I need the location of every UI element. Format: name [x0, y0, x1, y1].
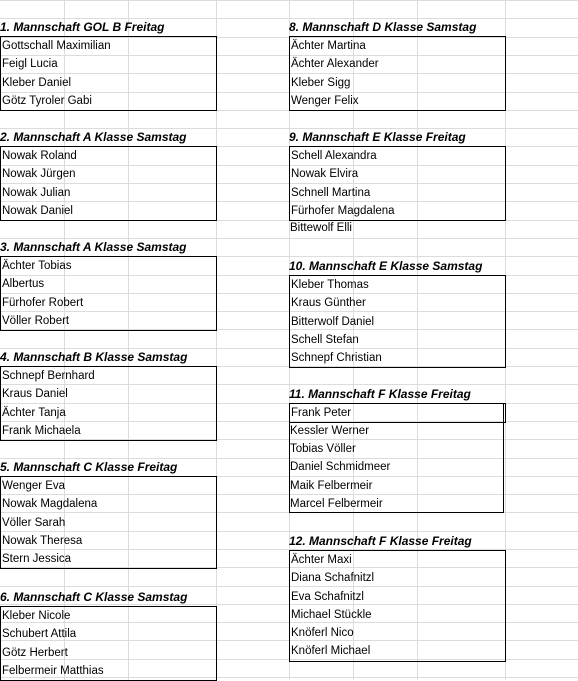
member-cell[interactable]: Gottschall Maximilian: [2, 40, 111, 52]
member-cell[interactable]: Tobias Völler: [290, 443, 356, 455]
member-cell[interactable]: Felbermeir Matthias: [2, 664, 104, 677]
member-list: [0, 256, 217, 331]
member-cell[interactable]: Schnepf Bernhard: [2, 370, 95, 382]
member-cell[interactable]: Knöferl Michael: [291, 645, 371, 658]
member-cell[interactable]: Ächter Alexander: [291, 58, 379, 71]
member-cell[interactable]: Kraus Daniel: [2, 388, 68, 401]
member-cell[interactable]: Kleber Daniel: [2, 76, 72, 89]
member-list: [289, 550, 506, 662]
team-title[interactable]: 3. Mannschaft A Klasse Samstag: [0, 240, 187, 254]
member-cell[interactable]: Völler Robert: [2, 314, 70, 327]
member-cell[interactable]: Knöferl Nico: [291, 627, 354, 639]
member-list: [0, 146, 217, 221]
member-list: [289, 403, 506, 423]
member-cell[interactable]: Ächter Martina: [291, 40, 366, 52]
team-title[interactable]: 2. Mannschaft A Klasse Samstag: [0, 130, 187, 144]
member-cell[interactable]: Marcel Felbermeir: [290, 498, 383, 510]
member-cell[interactable]: Götz Herbert: [2, 646, 68, 659]
member-cell[interactable]: Ächter Maxi: [291, 554, 352, 566]
member-cell[interactable]: Kleber Thomas: [291, 279, 369, 291]
member-cell[interactable]: Stern Jessica: [2, 553, 72, 565]
member-cell[interactable]: Kleber Sigg: [291, 76, 351, 89]
member-cell[interactable]: Diana Schafnitzl: [291, 572, 375, 585]
member-cell[interactable]: Michael Stückle: [291, 608, 372, 621]
member-cell[interactable]: Eva Schafnitzl: [291, 590, 364, 603]
member-list: [0, 36, 217, 111]
member-cell[interactable]: Ächter Tanja: [2, 406, 66, 419]
team-title[interactable]: 5. Mannschaft C Klasse Freitag: [0, 460, 178, 474]
member-cell[interactable]: Schnell Martina: [291, 186, 371, 199]
member-cell[interactable]: Nowak Theresa: [2, 534, 83, 547]
member-list: [0, 366, 217, 441]
member-cell[interactable]: Schubert Attila: [2, 628, 77, 641]
member-cell[interactable]: Schell Stefan: [291, 333, 359, 346]
team-title[interactable]: 9. Mannschaft E Klasse Freitag: [289, 130, 466, 144]
member-cell[interactable]: Kraus Günther: [291, 297, 366, 310]
member-cell[interactable]: Nowak Julian: [2, 186, 71, 199]
team-title[interactable]: 1. Mannschaft GOL B Freitag: [0, 20, 165, 34]
member-cell[interactable]: Nowak Magdalena: [2, 498, 98, 511]
member-cell[interactable]: Daniel Schmidmeer: [290, 461, 391, 473]
member-cell[interactable]: Wenger Eva: [2, 480, 66, 492]
team-title[interactable]: 11. Mannschaft F Klasse Freitag: [289, 387, 471, 401]
member-cell[interactable]: Schnepf Christian: [291, 352, 382, 364]
member-cell[interactable]: Fürhofer Robert: [2, 296, 84, 309]
member-cell[interactable]: Völler Sarah: [2, 516, 66, 529]
member-cell[interactable]: Wenger Felix: [291, 94, 359, 107]
team-title[interactable]: 10. Mannschaft E Klasse Samstag: [289, 259, 483, 273]
member-cell[interactable]: Feigl Lucia: [2, 58, 58, 71]
member-cell[interactable]: Kessler Werner: [290, 425, 370, 437]
member-cell[interactable]: Nowak Jürgen: [2, 168, 76, 181]
member-list: [289, 275, 506, 368]
member-cell[interactable]: Albertus: [2, 278, 45, 291]
team-title[interactable]: 6. Mannschaft C Klasse Samstag: [0, 590, 188, 604]
team-title[interactable]: 8. Mannschaft D Klasse Samstag: [289, 20, 477, 34]
member-cell[interactable]: Kleber Nicole: [2, 610, 71, 622]
team-title[interactable]: 12. Mannschaft F Klasse Freitag: [289, 534, 472, 548]
member-list: [0, 476, 217, 569]
member-list: [0, 606, 217, 681]
member-cell[interactable]: Nowak Daniel: [2, 204, 73, 217]
member-cell[interactable]: Schell Alexandra: [291, 150, 377, 162]
member-cell[interactable]: Ächter Tobias: [2, 260, 72, 272]
member-cell[interactable]: Götz Tyroler Gabi: [2, 94, 92, 107]
member-list: [289, 36, 506, 111]
member-cell[interactable]: Bitterwolf Daniel: [291, 315, 375, 328]
member-cell[interactable]: Frank Michaela: [2, 424, 81, 437]
member-cell[interactable]: Fürhofer Magdalena: [291, 204, 395, 217]
member-cell[interactable]: Nowak Elvira: [291, 168, 359, 181]
member-list: [289, 146, 506, 221]
member-cell[interactable]: Maik Felbermeir: [290, 480, 373, 492]
team-title[interactable]: 4. Mannschaft B Klasse Samstag: [0, 350, 188, 364]
member-cell[interactable]: Frank Peter: [291, 407, 352, 419]
member-cell-outside-border[interactable]: Bittewolf Elli: [290, 222, 352, 234]
member-cell[interactable]: Nowak Roland: [2, 150, 77, 162]
